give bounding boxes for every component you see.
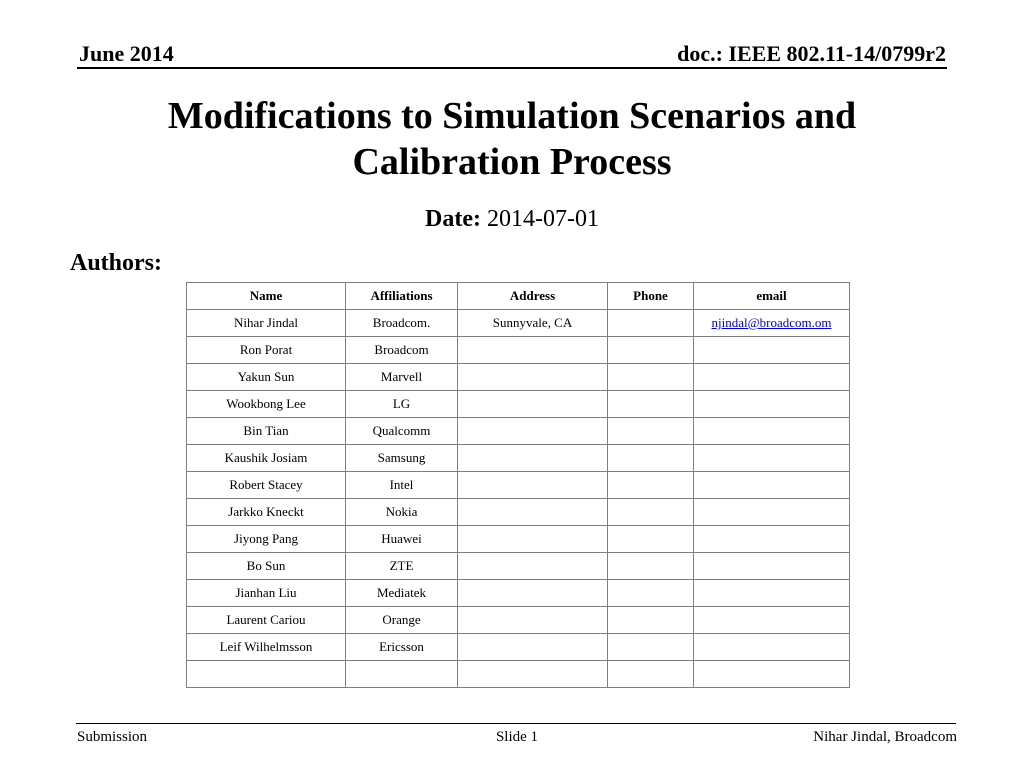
column-header-email: email xyxy=(694,283,850,310)
cell-phone xyxy=(608,607,694,634)
cell-email xyxy=(694,445,850,472)
cell-email xyxy=(694,526,850,553)
cell-phone xyxy=(608,526,694,553)
header-date: June 2014 xyxy=(79,41,174,66)
cell-affiliation: Mediatek xyxy=(346,580,458,607)
cell-email xyxy=(694,418,850,445)
cell-address xyxy=(458,364,608,391)
cell-email xyxy=(694,499,850,526)
footer-rule xyxy=(76,723,956,724)
cell-address xyxy=(458,553,608,580)
cell-name: Nihar Jindal xyxy=(187,310,346,337)
cell-affiliation xyxy=(346,661,458,688)
header-rule xyxy=(77,67,947,69)
cell-email xyxy=(694,553,850,580)
authors-label: Authors: xyxy=(70,250,163,276)
table-header-row xyxy=(187,283,850,310)
cell-name: Wookbong Lee xyxy=(187,391,346,418)
cell-affiliation: Samsung xyxy=(346,445,458,472)
cell-phone xyxy=(608,391,694,418)
cell-email xyxy=(694,310,850,337)
cell-affiliation: Marvell xyxy=(346,364,458,391)
cell-email xyxy=(694,661,850,688)
cell-name: Leif Wilhelmsson xyxy=(187,634,346,661)
cell-phone xyxy=(608,445,694,472)
cell-affiliation: Nokia xyxy=(346,499,458,526)
table-row xyxy=(187,526,850,553)
cell-name: Yakun Sun xyxy=(187,364,346,391)
table-row xyxy=(187,607,850,634)
cell-name: Bin Tian xyxy=(187,418,346,445)
cell-email xyxy=(694,580,850,607)
cell-phone xyxy=(608,310,694,337)
table-row xyxy=(187,661,850,688)
cell-name: Laurent Cariou xyxy=(187,607,346,634)
cell-affiliation: Qualcomm xyxy=(346,418,458,445)
column-header-affiliations: Affiliations xyxy=(346,283,458,310)
table-row xyxy=(187,337,850,364)
table-row xyxy=(187,391,850,418)
cell-address xyxy=(458,499,608,526)
cell-name: Jianhan Liu xyxy=(187,580,346,607)
cell-name: Jarkko Kneckt xyxy=(187,499,346,526)
column-header-name: Name xyxy=(187,283,346,310)
cell-email xyxy=(694,364,850,391)
slide-title-line2: Calibration Process xyxy=(352,141,672,183)
cell-phone xyxy=(608,499,694,526)
cell-email xyxy=(694,607,850,634)
date-value: 2014-07-01 xyxy=(486,206,599,232)
column-header-phone: Phone xyxy=(608,283,694,310)
table-row xyxy=(187,445,850,472)
cell-address xyxy=(458,634,608,661)
cell-name: Bo Sun xyxy=(187,553,346,580)
cell-name: Kaushik Josiam xyxy=(187,445,346,472)
cell-phone xyxy=(608,472,694,499)
cell-address: Sunnyvale, CA xyxy=(458,310,608,337)
cell-phone xyxy=(608,418,694,445)
cell-phone xyxy=(608,661,694,688)
cell-address xyxy=(458,526,608,553)
footer-author: Nihar Jindal, Broadcom xyxy=(813,729,957,745)
authors-table-body xyxy=(187,310,850,688)
cell-email xyxy=(694,634,850,661)
cell-phone xyxy=(608,337,694,364)
footer-slide-number: Slide 1 xyxy=(495,729,539,745)
cell-phone xyxy=(608,580,694,607)
cell-address xyxy=(458,445,608,472)
cell-address xyxy=(458,661,608,688)
cell-name: Ron Porat xyxy=(187,337,346,364)
authors-table xyxy=(186,282,850,688)
cell-address xyxy=(458,472,608,499)
table-row xyxy=(187,364,850,391)
table-row xyxy=(187,310,850,337)
table-row xyxy=(187,499,850,526)
cell-address xyxy=(458,337,608,364)
slide-title-line1: Modifications to Simulation Scenarios and xyxy=(167,95,857,137)
cell-affiliation: Intel xyxy=(346,472,458,499)
cell-email xyxy=(694,391,850,418)
date-line xyxy=(0,204,1024,234)
table-row xyxy=(187,580,850,607)
cell-affiliation: Broadcom xyxy=(346,337,458,364)
cell-name xyxy=(187,661,346,688)
cell-address xyxy=(458,607,608,634)
cell-address xyxy=(458,418,608,445)
email-link[interactable]: njindal@broadcom.om xyxy=(711,315,832,330)
cell-affiliation: Orange xyxy=(346,607,458,634)
cell-affiliation: LG xyxy=(346,391,458,418)
table-row xyxy=(187,553,850,580)
slide-title xyxy=(62,93,962,185)
table-row xyxy=(187,634,850,661)
cell-email xyxy=(694,472,850,499)
cell-name: Jiyong Pang xyxy=(187,526,346,553)
cell-affiliation: ZTE xyxy=(346,553,458,580)
cell-phone xyxy=(608,364,694,391)
table-row xyxy=(187,472,850,499)
date-label: Date: xyxy=(425,206,481,232)
table-row xyxy=(187,418,850,445)
footer-submission: Submission xyxy=(77,729,148,745)
cell-name: Robert Stacey xyxy=(187,472,346,499)
cell-affiliation: Huawei xyxy=(346,526,458,553)
header-doc-id: doc.: IEEE 802.11-14/0799r2 xyxy=(677,41,946,66)
cell-affiliation: Broadcom. xyxy=(346,310,458,337)
cell-address xyxy=(458,580,608,607)
cell-email xyxy=(694,337,850,364)
cell-affiliation: Ericsson xyxy=(346,634,458,661)
cell-phone xyxy=(608,553,694,580)
cell-phone xyxy=(608,634,694,661)
cell-address xyxy=(458,391,608,418)
column-header-address: Address xyxy=(458,283,608,310)
